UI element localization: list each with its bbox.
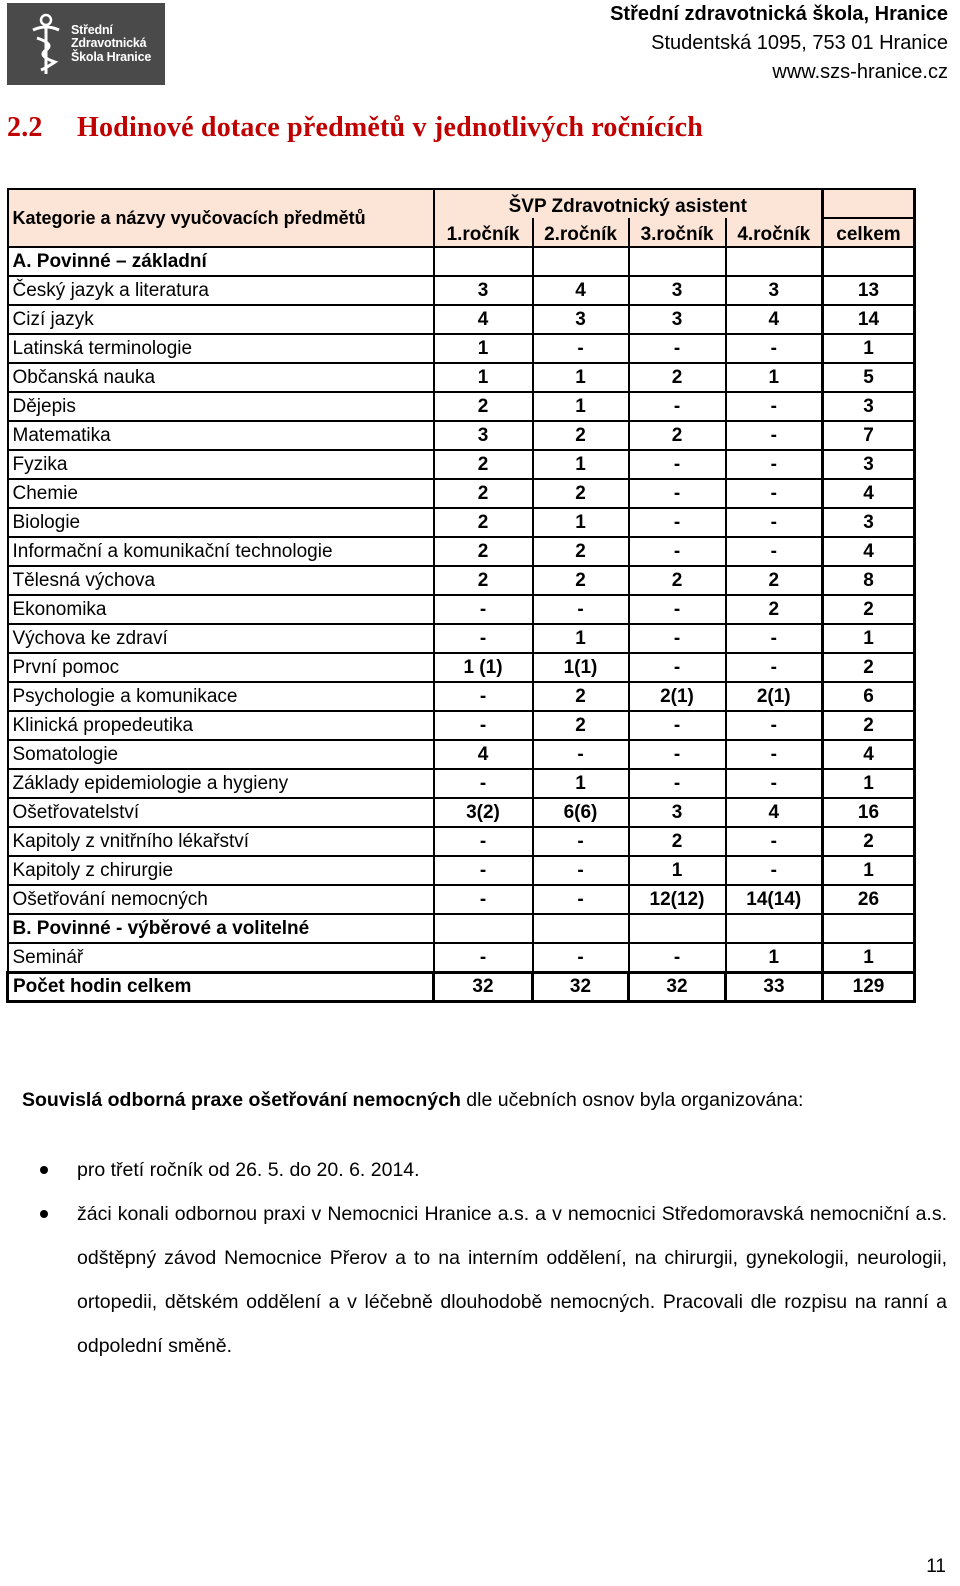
- hours-cell: 2: [533, 421, 629, 450]
- hours-cell: 2: [629, 827, 726, 856]
- bullet-icon: [40, 1166, 48, 1174]
- empty-cell: [629, 247, 726, 276]
- subject-name: Kapitoly z chirurgie: [8, 856, 434, 885]
- hours-cell: 12(12): [629, 885, 726, 914]
- hours-cell: -: [533, 334, 629, 363]
- hours-cell: 3: [629, 305, 726, 334]
- program-header: ŠVP Zdravotnický asistent: [434, 189, 823, 218]
- hours-cell: 3: [434, 276, 533, 305]
- hours-cell: -: [629, 769, 726, 798]
- total-hours-cell: 8: [823, 566, 915, 595]
- logo-text: Střední Zdravotnická Škola Hranice: [71, 22, 152, 64]
- table-row: [8, 885, 915, 914]
- column-header: 2.ročník: [533, 218, 629, 247]
- empty-cell: [823, 914, 915, 943]
- praxe-list: [40, 1148, 947, 1368]
- hours-cell: -: [533, 885, 629, 914]
- total-hours-cell: 3: [823, 392, 915, 421]
- hours-cell: -: [434, 711, 533, 740]
- subject-name: Informační a komunikační technologie: [8, 537, 434, 566]
- hours-cell: 1(1): [533, 653, 629, 682]
- table-row: [8, 711, 915, 740]
- subject-name: Základy epidemiologie a hygieny: [8, 769, 434, 798]
- total-hours-cell: 3: [823, 450, 915, 479]
- column-header: 4.ročník: [726, 218, 823, 247]
- total-hours-cell: 6: [823, 682, 915, 711]
- hours-table: [6, 188, 916, 1003]
- hours-cell: 2: [726, 566, 823, 595]
- hours-cell: -: [726, 624, 823, 653]
- hours-cell: 2: [629, 421, 726, 450]
- hours-cell: 2: [434, 566, 533, 595]
- hours-cell: -: [629, 624, 726, 653]
- empty-cell: [726, 247, 823, 276]
- table-row: [8, 769, 915, 798]
- hours-cell: -: [629, 711, 726, 740]
- empty-cell: [823, 247, 915, 276]
- hours-cell: 3: [629, 798, 726, 827]
- subject-name: Kapitoly z vnitřního lékařství: [8, 827, 434, 856]
- hours-cell: 2: [434, 479, 533, 508]
- table-row: [8, 363, 915, 392]
- total-hours-cell: 1: [823, 624, 915, 653]
- table-header-row-1: [8, 189, 915, 218]
- program-header-blank: [823, 189, 915, 218]
- hours-cell: -: [726, 711, 823, 740]
- section-a-row: [8, 247, 915, 276]
- hours-cell: -: [726, 537, 823, 566]
- hours-cell: -: [726, 392, 823, 421]
- hours-cell: 32: [629, 973, 726, 1002]
- subject-name: Fyzika: [8, 450, 434, 479]
- hours-cell: -: [726, 827, 823, 856]
- total-hours-cell: 2: [823, 711, 915, 740]
- hours-cell: -: [629, 508, 726, 537]
- empty-cell: [434, 247, 533, 276]
- hours-cell: -: [726, 479, 823, 508]
- hours-cell: 2: [434, 537, 533, 566]
- hours-cell: 2: [533, 682, 629, 711]
- school-web: www.szs-hranice.cz: [772, 61, 948, 83]
- hours-cell: -: [629, 479, 726, 508]
- subject-name: Počet hodin celkem: [8, 973, 434, 1002]
- hours-cell: 4: [533, 276, 629, 305]
- total-hours-cell: 2: [823, 827, 915, 856]
- page-number: 11: [926, 1556, 946, 1577]
- hours-cell: -: [629, 653, 726, 682]
- hours-cell: -: [533, 595, 629, 624]
- caduceus-icon: [29, 12, 63, 76]
- hours-cell: 2: [533, 711, 629, 740]
- hours-cell: -: [434, 856, 533, 885]
- subject-name: Klinická propedeutika: [8, 711, 434, 740]
- hours-cell: 1: [533, 450, 629, 479]
- hours-cell: 2: [434, 508, 533, 537]
- table-row: [8, 392, 915, 421]
- subject-name: Biologie: [8, 508, 434, 537]
- hours-cell: -: [726, 334, 823, 363]
- table-row: [8, 595, 915, 624]
- subject-name: Cizí jazyk: [8, 305, 434, 334]
- subject-name: První pomoc: [8, 653, 434, 682]
- total-hours-cell: 4: [823, 537, 915, 566]
- subject-name: Psychologie a komunikace: [8, 682, 434, 711]
- total-hours-cell: 1: [823, 943, 915, 973]
- total-hours-cell: 14: [823, 305, 915, 334]
- hours-cell: -: [726, 769, 823, 798]
- hours-cell: -: [533, 827, 629, 856]
- total-hours-cell: 4: [823, 740, 915, 769]
- hours-cell: 1: [533, 363, 629, 392]
- table-row: [8, 566, 915, 595]
- empty-cell: [533, 914, 629, 943]
- table-row: [8, 624, 915, 653]
- hours-cell: 2: [629, 566, 726, 595]
- hours-cell: -: [629, 537, 726, 566]
- empty-cell: [434, 914, 533, 943]
- table-row: [8, 653, 915, 682]
- hours-cell: 1: [434, 363, 533, 392]
- hours-cell: 3: [726, 276, 823, 305]
- table-row: [8, 421, 915, 450]
- hours-cell: 4: [726, 305, 823, 334]
- hours-cell: 2: [533, 566, 629, 595]
- section-heading: [7, 112, 703, 144]
- table-row: [8, 827, 915, 856]
- hours-cell: 3: [533, 305, 629, 334]
- total-hours-cell: 3: [823, 508, 915, 537]
- hours-cell: 1: [434, 334, 533, 363]
- praxe-paragraph: [22, 1089, 803, 1112]
- list-item: pro třetí ročník od 26. 5. do 20. 6. 2014.: [40, 1148, 947, 1192]
- praxe-bold: Souvislá odborná praxe ošetřování nemocných: [22, 1089, 461, 1111]
- subject-name: Ekonomika: [8, 595, 434, 624]
- hours-cell: -: [434, 943, 533, 973]
- table-row: [8, 943, 915, 973]
- bullet-icon: [40, 1210, 48, 1218]
- hours-cell: -: [533, 856, 629, 885]
- hours-cell: 2: [434, 450, 533, 479]
- column-header: 1.ročník: [434, 218, 533, 247]
- hours-cell: 2: [533, 479, 629, 508]
- hours-cell: -: [629, 943, 726, 973]
- total-hours-cell: 129: [823, 973, 915, 1002]
- hours-cell: -: [629, 595, 726, 624]
- hours-cell: -: [434, 682, 533, 711]
- hours-cell: -: [434, 827, 533, 856]
- column-header: 3.ročník: [629, 218, 726, 247]
- hours-cell: -: [434, 769, 533, 798]
- section-label: A. Povinné – základní: [8, 247, 434, 276]
- hours-cell: -: [533, 943, 629, 973]
- school-address: Studentská 1095, 753 01 Hranice: [651, 32, 948, 54]
- hours-cell: 1: [726, 363, 823, 392]
- total-hours-cell: 4: [823, 479, 915, 508]
- hours-cell: 2: [533, 537, 629, 566]
- school-header: [610, 0, 948, 87]
- hours-cell: 2: [434, 392, 533, 421]
- empty-cell: [629, 914, 726, 943]
- subject-name: Ošetřování nemocných: [8, 885, 434, 914]
- total-hours-cell: 1: [823, 334, 915, 363]
- total-hours-cell: 1: [823, 856, 915, 885]
- hours-cell: 2(1): [629, 682, 726, 711]
- hours-cell: -: [434, 624, 533, 653]
- hours-cell: 1: [533, 769, 629, 798]
- table-row: [8, 305, 915, 334]
- hours-cell: 33: [726, 973, 823, 1002]
- total-hours-cell: 7: [823, 421, 915, 450]
- subject-name: Občanská nauka: [8, 363, 434, 392]
- subject-name: Latinská terminologie: [8, 334, 434, 363]
- hours-cell: 3(2): [434, 798, 533, 827]
- hours-cell: -: [629, 392, 726, 421]
- hours-cell: 32: [434, 973, 533, 1002]
- subject-name: Český jazyk a literatura: [8, 276, 434, 305]
- total-row: [8, 973, 915, 1002]
- total-hours-cell: 2: [823, 653, 915, 682]
- hours-cell: -: [629, 740, 726, 769]
- table-row: [8, 450, 915, 479]
- table-row: [8, 508, 915, 537]
- subject-name: Seminář: [8, 943, 434, 973]
- hours-cell: 32: [533, 973, 629, 1002]
- hours-cell: 2(1): [726, 682, 823, 711]
- hours-cell: 2: [726, 595, 823, 624]
- table-row: [8, 740, 915, 769]
- hours-cell: 4: [726, 798, 823, 827]
- hours-cell: 14(14): [726, 885, 823, 914]
- hours-cell: -: [533, 740, 629, 769]
- total-hours-cell: 2: [823, 595, 915, 624]
- hours-cell: 1: [629, 856, 726, 885]
- hours-cell: 1 (1): [434, 653, 533, 682]
- section-label: B. Povinné - výběrové a volitelné: [8, 914, 434, 943]
- section-number: 2.2: [7, 112, 43, 143]
- table-row: [8, 479, 915, 508]
- column-header: celkem: [823, 218, 915, 247]
- list-item: žáci konali odbornou praxi v Nemocnici Hranice a.s. a v nemocnici Středomoravská nemocniční a.s. odštěpný závod Nemocnice Přerov a to na interním oddělení, na chirurgii, gynekologii, neurologii, ortopedii, dětském oddělení a v léčebně dlouhodobě nemocných. Pracovali dle rozpisu na ranní a odpolední směně.: [40, 1192, 947, 1368]
- table-row: [8, 856, 915, 885]
- total-hours-cell: 5: [823, 363, 915, 392]
- hours-cell: -: [434, 885, 533, 914]
- section-b-row: [8, 914, 915, 943]
- subject-name: Somatologie: [8, 740, 434, 769]
- hours-cell: 1: [533, 392, 629, 421]
- hours-cell: 3: [434, 421, 533, 450]
- subject-name: Ošetřovatelství: [8, 798, 434, 827]
- hours-cell: -: [726, 856, 823, 885]
- hours-cell: -: [726, 740, 823, 769]
- hours-cell: 4: [434, 740, 533, 769]
- total-hours-cell: 1: [823, 769, 915, 798]
- hours-cell: 1: [533, 624, 629, 653]
- total-hours-cell: 26: [823, 885, 915, 914]
- total-hours-cell: 13: [823, 276, 915, 305]
- hours-cell: -: [726, 450, 823, 479]
- subject-name: Matematika: [8, 421, 434, 450]
- hours-cell: -: [629, 334, 726, 363]
- hours-cell: 4: [434, 305, 533, 334]
- subject-name: Chemie: [8, 479, 434, 508]
- hours-cell: -: [726, 508, 823, 537]
- subject-name: Výchova ke zdraví: [8, 624, 434, 653]
- praxe-rest: dle učebních osnov byla organizována:: [460, 1089, 804, 1111]
- hours-cell: -: [434, 595, 533, 624]
- total-hours-cell: 16: [823, 798, 915, 827]
- hours-cell: -: [629, 450, 726, 479]
- subject-name: Tělesná výchova: [8, 566, 434, 595]
- empty-cell: [726, 914, 823, 943]
- table-row: [8, 798, 915, 827]
- category-header: Kategorie a názvy vyučovacích předmětů: [8, 189, 434, 247]
- hours-cell: 3: [629, 276, 726, 305]
- school-logo: [7, 3, 165, 85]
- table-row: [8, 276, 915, 305]
- hours-cell: -: [726, 421, 823, 450]
- table-row: [8, 682, 915, 711]
- hours-cell: 6(6): [533, 798, 629, 827]
- table-row: [8, 334, 915, 363]
- hours-cell: 1: [533, 508, 629, 537]
- hours-cell: 1: [726, 943, 823, 973]
- hours-cell: -: [726, 653, 823, 682]
- section-title: Hodinové dotace předmětů v jednotlivých ročnících: [77, 112, 704, 143]
- table-row: [8, 537, 915, 566]
- hours-cell: 2: [629, 363, 726, 392]
- subject-name: Dějepis: [8, 392, 434, 421]
- school-name: Střední zdravotnická škola, Hranice: [610, 3, 948, 25]
- empty-cell: [533, 247, 629, 276]
